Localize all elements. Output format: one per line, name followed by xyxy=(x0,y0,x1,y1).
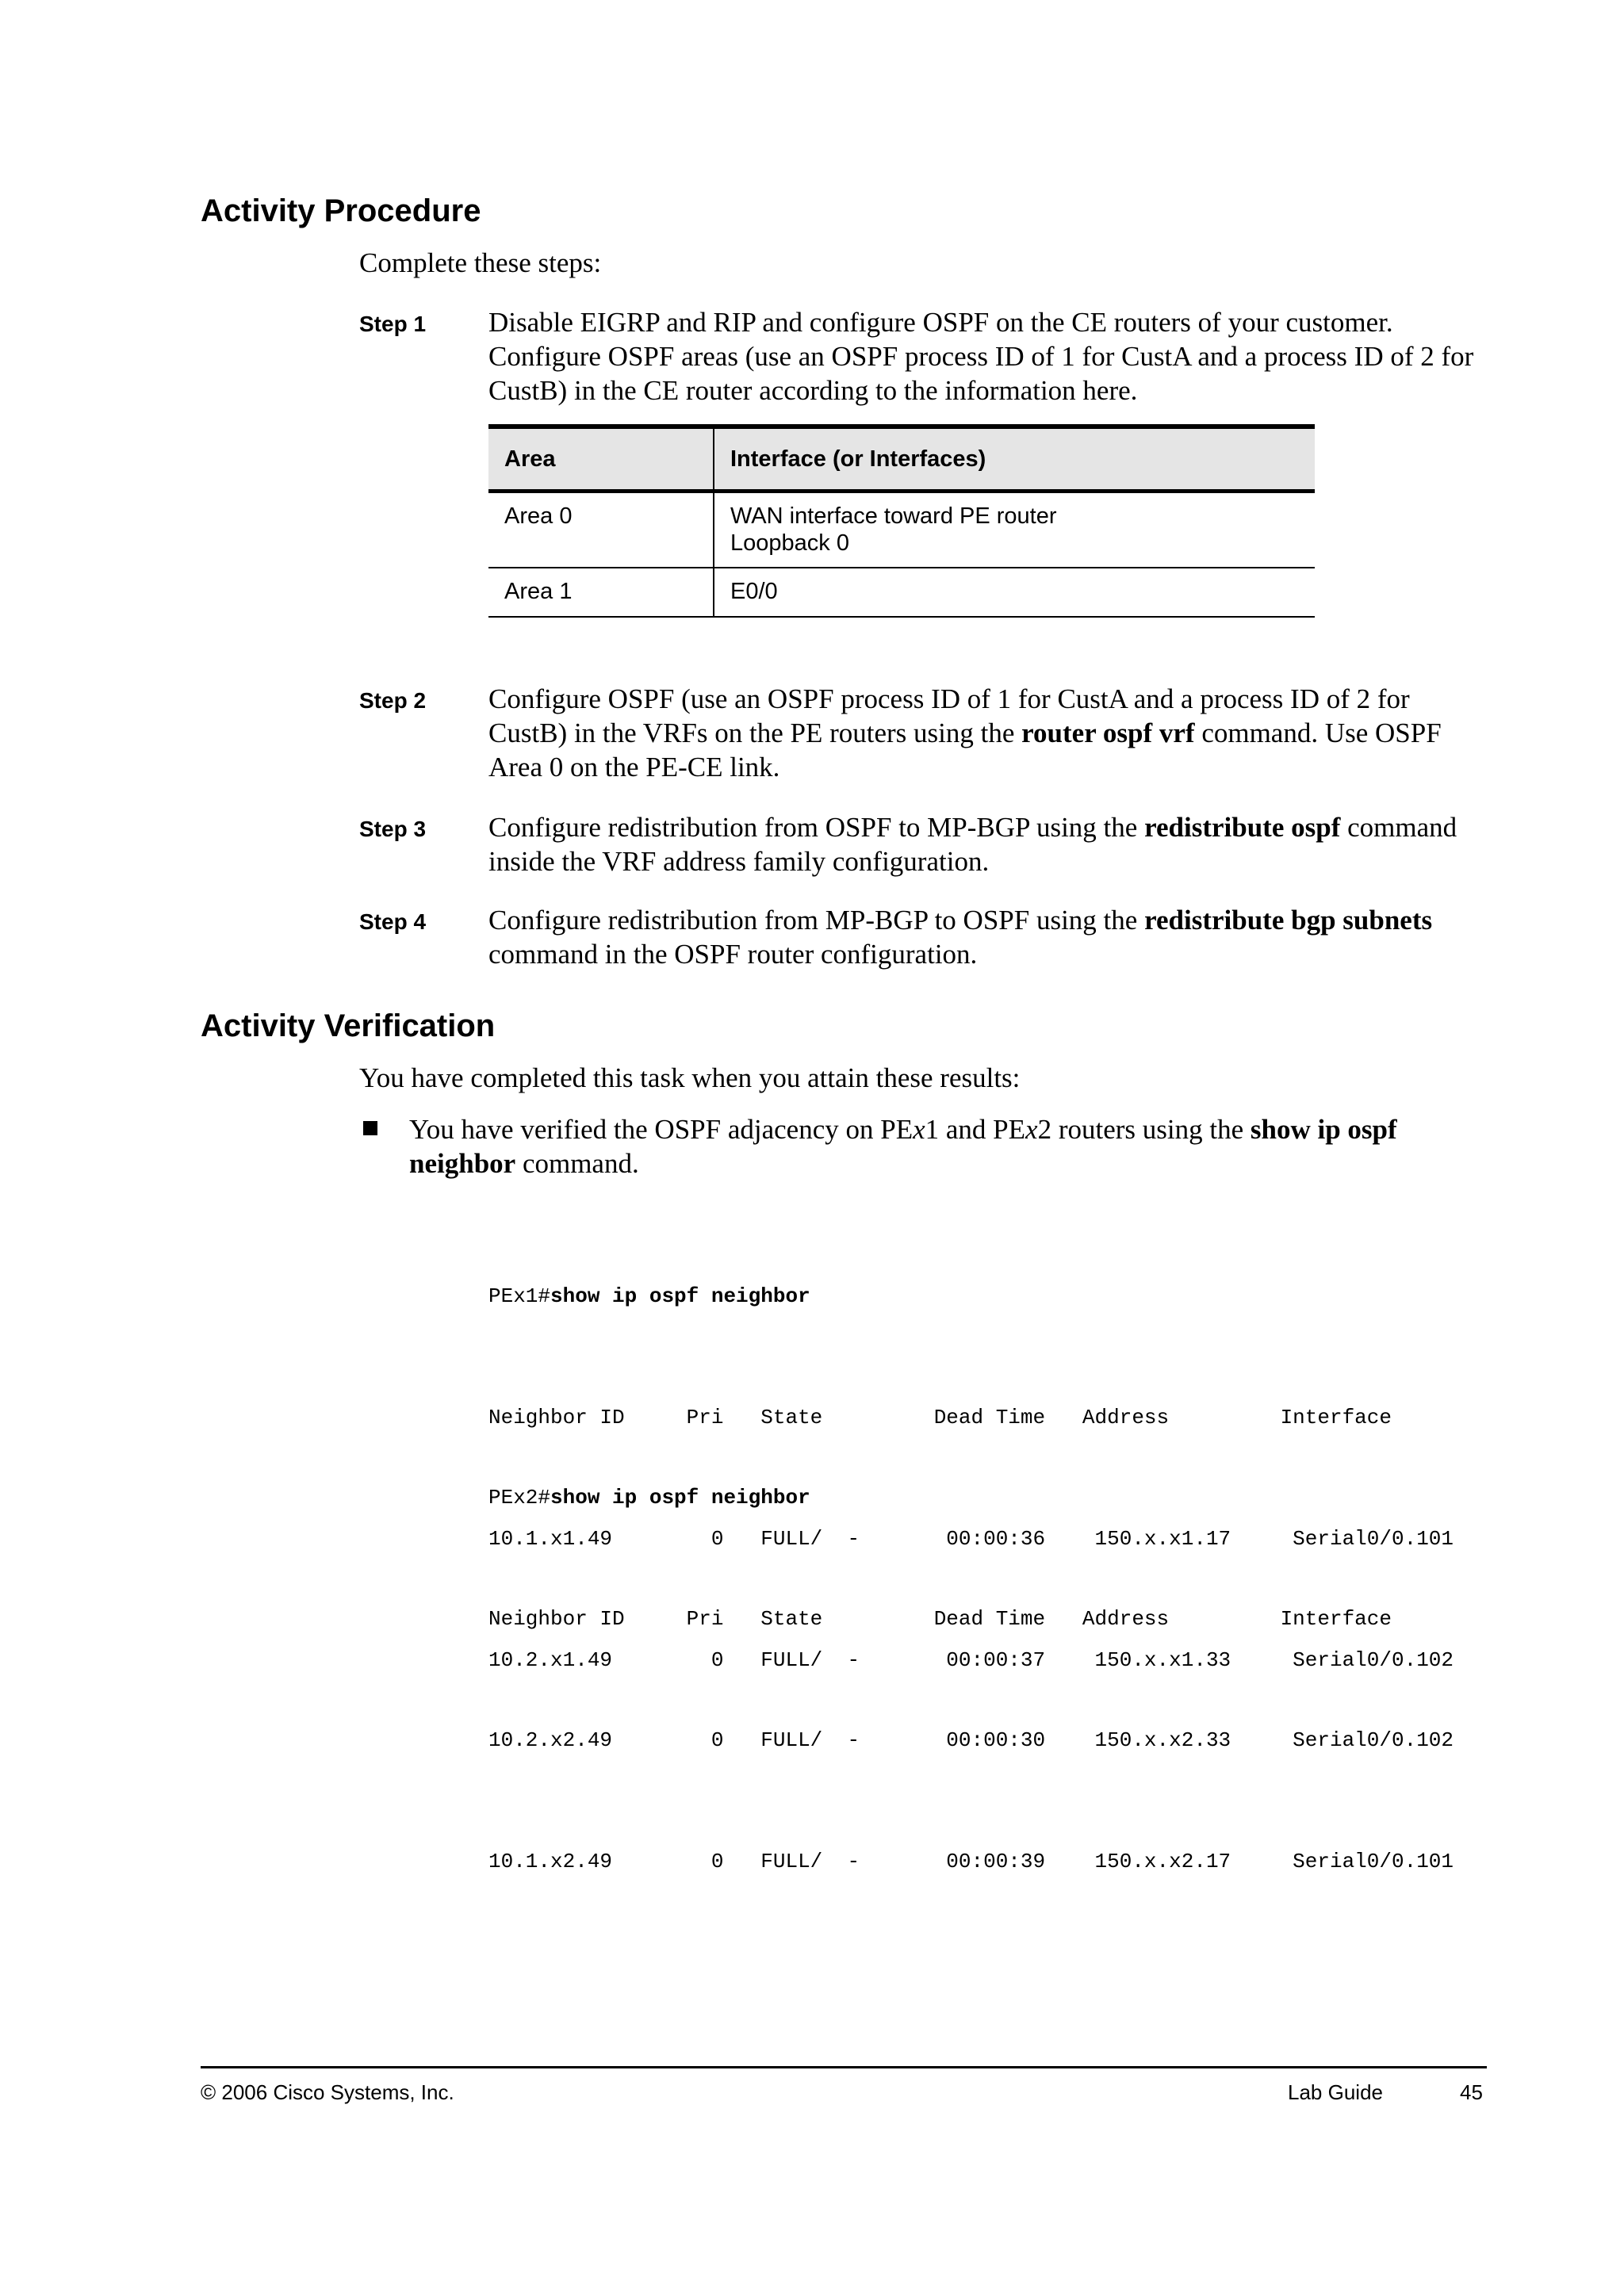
interface-line: WAN interface toward PE router xyxy=(730,503,1057,529)
step-4-label: Step 4 xyxy=(359,909,427,934)
step-3-text: Configure redistribution from OSPF to MP-BGP using the redistribute ospf command inside the VRF address family configuration. xyxy=(488,812,1457,877)
table-header-interfaces: Interface (or Interfaces) xyxy=(714,427,1315,492)
step-2-label: Step 2 xyxy=(359,688,427,713)
table-cell-interfaces xyxy=(714,492,1315,568)
cli-command-line: PEx2#show ip ospf neighbor xyxy=(488,1486,810,1510)
command-text: router ospf vrf xyxy=(1021,718,1195,748)
footer-divider xyxy=(201,2066,1487,2068)
table-row xyxy=(488,492,1315,568)
table-cell-interfaces: E0/0 xyxy=(714,568,1315,617)
cli-command-line: PEx1#show ip ospf neighbor xyxy=(488,1284,810,1308)
command-text: show ip ospf neighbor xyxy=(409,1114,1397,1179)
procedure-intro: Complete these steps: xyxy=(359,247,602,278)
square-bullet-icon xyxy=(363,1121,377,1135)
table-cell-area: Area 0 xyxy=(488,492,714,568)
step-1-text: Disable EIGRP and RIP and configure OSPF on the CE routers of your customer. Configure OSPF areas (use an OSPF process ID of 1 for CustA and a process ID of 2 for CustB) in the CE router according to the information here. xyxy=(488,307,1474,406)
verification-bullet-text: You have verified the OSPF adjacency on PEx1 and PEx2 routers using the show ip ospf neighbor command. xyxy=(409,1114,1397,1179)
table-cell-area: Area 1 xyxy=(488,568,714,617)
cli-row: 10.1.x1.49 0 FULL/ - 00:00:36 150.x.x1.17 Serial0/0.101 xyxy=(488,1527,1454,1551)
table-header-area: Area xyxy=(488,427,714,492)
footer-page-number: 45 xyxy=(1460,2080,1483,2104)
cli-row: 10.1.x2.49 0 FULL/ - 00:00:39 150.x.x2.17 Serial0/0.101 xyxy=(488,1850,1454,1873)
section-heading-verification: Activity Verification xyxy=(201,1008,496,1043)
command-text: redistribute ospf xyxy=(1144,812,1341,843)
cli-row: 10.2.x2.49 0 FULL/ - 00:00:30 150.x.x2.33 Serial0/0.102 xyxy=(488,1728,1454,1752)
table-row xyxy=(488,568,1315,617)
cli-header-line: Neighbor ID Pri State Dead Time Address Interface xyxy=(488,1406,1392,1429)
footer-copyright: © 2006 Cisco Systems, Inc. xyxy=(201,2080,454,2104)
step-1-label: Step 1 xyxy=(359,312,427,336)
interface-line: Loopback 0 xyxy=(730,530,849,556)
step-4-text: Configure redistribution from MP-BGP to OSPF using the redistribute bgp subnets command in the OSPF router configuration. xyxy=(488,905,1433,970)
cli-output-pex2 xyxy=(488,1397,1454,1923)
verification-intro: You have completed this task when you attain these results: xyxy=(359,1062,1021,1093)
step-2-text: Configure OSPF (use an OSPF process ID of 1 for CustA and a process ID of 2 for CustB) in the VRFs on the PE routers using the router ospf vrf command. Use OSPF Area 0 on the PE-CE link. xyxy=(488,683,1442,783)
cli-row: 10.2.x1.49 0 FULL/ - 00:00:37 150.x.x1.33 Serial0/0.102 xyxy=(488,1648,1454,1672)
cli-header-line: Neighbor ID Pri State Dead Time Address Interface xyxy=(488,1607,1392,1631)
section-heading-procedure: Activity Procedure xyxy=(201,193,481,228)
footer-guide-title: Lab Guide xyxy=(1288,2080,1383,2104)
step-3-label: Step 3 xyxy=(359,817,427,841)
ospf-area-table xyxy=(488,424,1315,618)
command-text: redistribute bgp subnets xyxy=(1144,905,1433,936)
